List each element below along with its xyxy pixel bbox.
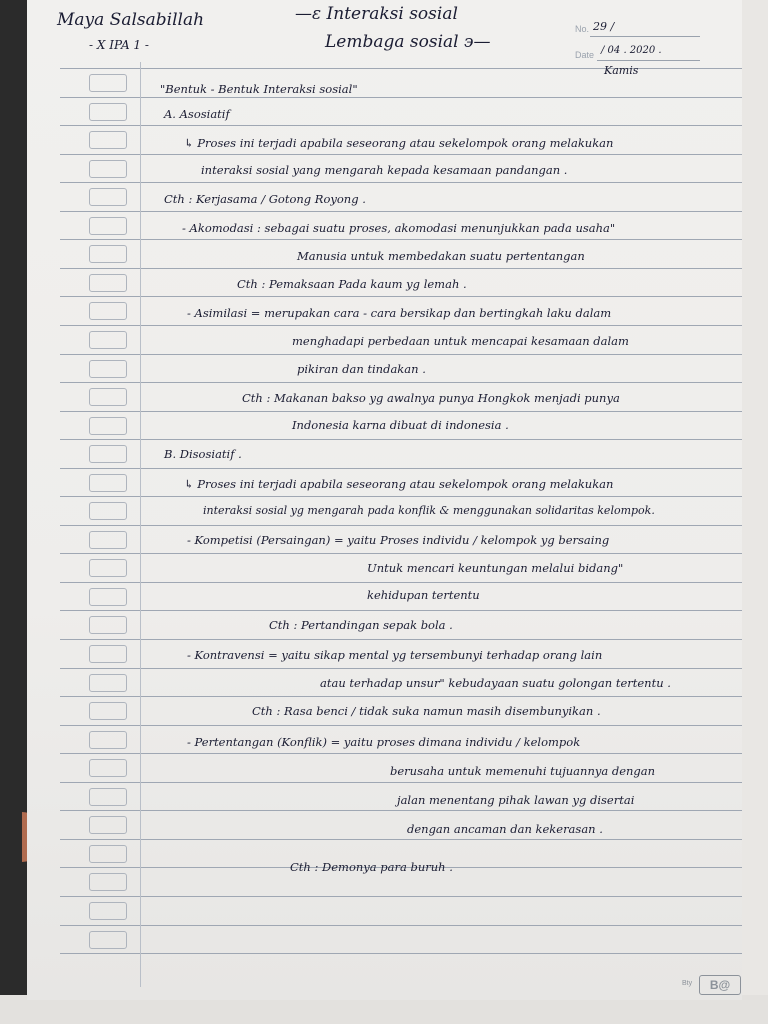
student-name: Maya Salsabillah — [57, 10, 205, 30]
date-underline — [597, 60, 700, 61]
text-line: Cth : Rasa benci / tidak suka namun masih disembunyikan . — [252, 704, 601, 718]
title-line-2: Lembaga sosial ϶— — [325, 32, 491, 52]
title-line-1: —ε Interaksi sosial — [295, 4, 458, 24]
ruled-line — [60, 496, 742, 497]
heading-a: A. Asosiatif — [164, 107, 230, 121]
text-line: dengan ancaman dan kekerasan . — [407, 822, 603, 836]
heading-b: B. Disosiatif . — [164, 447, 242, 461]
checkbox-box — [89, 559, 127, 577]
ruled-line — [60, 953, 742, 954]
checkbox-box — [89, 816, 127, 834]
checkbox-box — [89, 188, 127, 206]
page-number: 29 / — [593, 20, 615, 33]
ruled-line — [60, 582, 742, 583]
brand-prefix: Bty — [682, 980, 693, 987]
ruled-line — [60, 211, 742, 212]
ruled-line — [60, 782, 742, 783]
ruled-line — [60, 68, 742, 69]
checkbox-box — [89, 931, 127, 949]
checkbox-box — [89, 417, 127, 435]
checkbox-box — [89, 674, 127, 692]
ruled-line — [60, 97, 742, 98]
date-label: Date — [575, 50, 595, 60]
text-line: - Akomodasi : sebagai suatu proses, akomodasi menunjukkan pada usaha" — [182, 221, 616, 235]
ruled-line — [60, 839, 742, 840]
checkbox-box — [89, 74, 127, 92]
text-line: interaksi sosial yg mengarah pada konflik & menggunakan solidaritas kelompok. — [203, 504, 655, 517]
text-line: - Asimilasi = merupakan cara - cara bersikap dan bertingkah laku dalam — [187, 306, 612, 320]
text-line: Cth : Kerjasama / Gotong Royong . — [164, 192, 366, 206]
checkbox-box — [89, 502, 127, 520]
ruled-line — [60, 125, 742, 126]
text-line: interaksi sosial yang mengarah kepada kesamaan pandangan . — [201, 163, 568, 177]
text-line: Indonesia karna dibuat di indonesia . — [292, 418, 509, 432]
checkbox-box — [89, 388, 127, 406]
ruled-line — [60, 468, 742, 469]
text-line: kehidupan tertentu — [367, 588, 480, 602]
day-value: Kamis — [604, 64, 639, 77]
checkbox-box — [89, 274, 127, 292]
ruled-line — [60, 268, 742, 269]
ruled-line — [60, 639, 742, 640]
checkbox-box — [89, 588, 127, 606]
checkbox-box — [89, 616, 127, 634]
text-line: atau terhadap unsur" kebudayaan suatu golongan tertentu . — [320, 676, 671, 690]
ruled-line — [60, 525, 742, 526]
ruled-line — [60, 553, 742, 554]
background-right — [740, 0, 768, 1024]
ruled-line — [60, 925, 742, 926]
margin-line — [140, 62, 141, 987]
ruled-line — [60, 239, 742, 240]
checkbox-box — [89, 302, 127, 320]
checkbox-box — [89, 245, 127, 263]
ruled-line — [60, 382, 742, 383]
checkbox-box — [89, 331, 127, 349]
text-line: jalan menentang pihak lawan yg disertai — [397, 793, 635, 807]
text-line: Cth : Pertandingan sepak bola . — [269, 618, 453, 632]
ruled-line — [60, 753, 742, 754]
checkbox-box — [89, 360, 127, 378]
text-line: Untuk mencari keuntungan melalui bidang" — [367, 561, 624, 575]
checkbox-box — [89, 788, 127, 806]
checkbox-box — [89, 702, 127, 720]
checkbox-box — [89, 474, 127, 492]
date-value: / 04 . 2020 . — [601, 45, 662, 56]
checkbox-box — [89, 445, 127, 463]
text-line: ↳ Proses ini terjadi apabila seseorang atau sekelompok orang melakukan — [184, 477, 614, 491]
text-line: - Kompetisi (Persaingan) = yaitu Proses individu / kelompok yg bersaing — [187, 533, 610, 547]
ruled-line — [60, 439, 742, 440]
ruled-line — [60, 411, 742, 412]
text-line: Cth : Demonya para buruh . — [290, 860, 453, 874]
checkbox-box — [89, 531, 127, 549]
checkbox-box — [89, 902, 127, 920]
ruled-line — [60, 668, 742, 669]
ruled-line — [60, 696, 742, 697]
ruled-line — [60, 725, 742, 726]
ruled-line — [60, 896, 742, 897]
text-line: Manusia untuk membedakan suatu pertentangan — [297, 249, 585, 263]
no-label: No. — [575, 24, 590, 34]
checkbox-box — [89, 845, 127, 863]
text-line: ↳ Proses ini terjadi apabila seseorang atau sekelompok orang melakukan — [184, 136, 614, 150]
text-line: - Pertentangan (Konflik) = yaitu proses dimana individu / kelompok — [187, 735, 581, 749]
no-underline — [590, 36, 700, 37]
text-line: berusaha untuk memenuhi tujuannya dengan — [390, 764, 656, 778]
checkbox-box — [89, 731, 127, 749]
section-heading: "Bentuk - Bentuk Interaksi sosial" — [160, 82, 358, 96]
checkbox-box — [89, 873, 127, 891]
checkbox-box — [89, 759, 127, 777]
checkbox-box — [89, 103, 127, 121]
checkbox-box — [89, 217, 127, 235]
checkbox-box — [89, 131, 127, 149]
ruled-line — [60, 325, 742, 326]
text-line: Cth : Pemaksaan Pada kaum yg lemah . — [237, 277, 467, 291]
text-line: menghadapi perbedaan untuk mencapai kesamaan dalam — [292, 334, 629, 348]
ruled-line — [60, 296, 742, 297]
notebook-page — [27, 0, 742, 1000]
ruled-line — [60, 154, 742, 155]
ruled-line — [60, 610, 742, 611]
brand-logo: B@ — [699, 975, 741, 995]
ruled-line — [60, 810, 742, 811]
student-class: - X IPA 1 - — [89, 38, 149, 52]
text-line: - Kontravensi = yaitu sikap mental yg tersembunyi terhadap orang lain — [187, 648, 603, 662]
text-line: pikiran dan tindakan . — [297, 362, 426, 376]
checkbox-box — [89, 645, 127, 663]
checkbox-box — [89, 160, 127, 178]
text-line: Cth : Makanan bakso yg awalnya punya Hongkok menjadi punya — [242, 391, 620, 405]
ruled-line — [60, 182, 742, 183]
ruled-line — [60, 354, 742, 355]
